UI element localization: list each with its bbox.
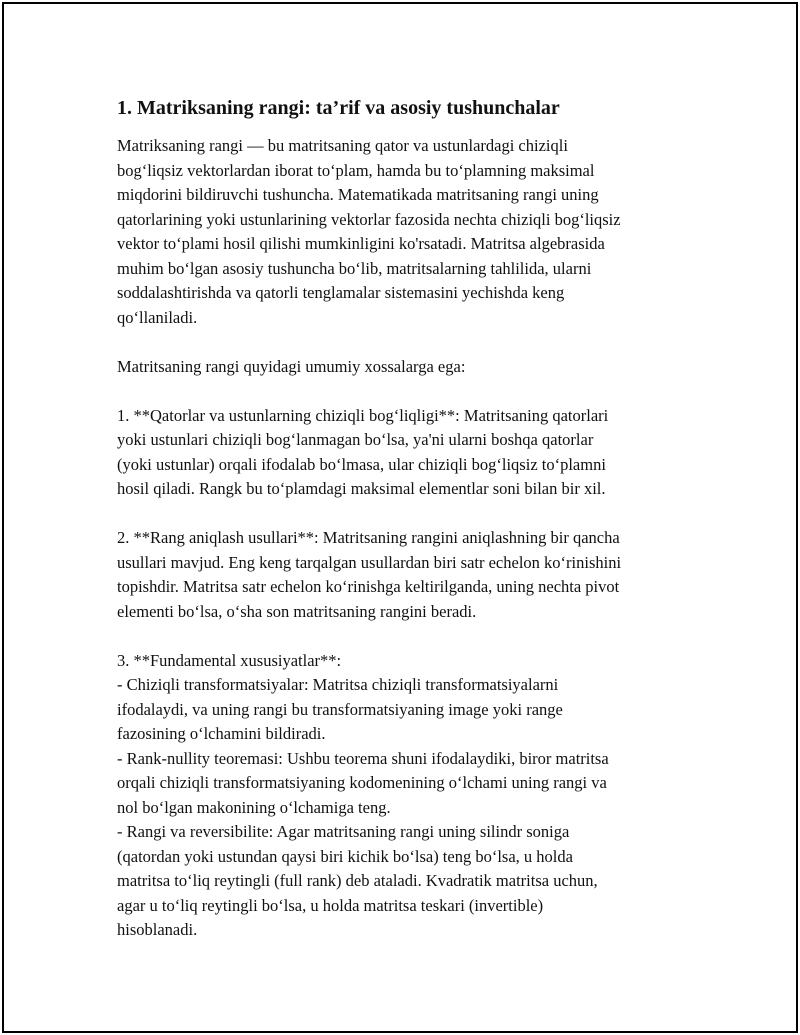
paragraph-spacer bbox=[117, 379, 697, 404]
property-3-paragraph: 3. **Fundamental xususiyatlar**: - Chiziqli transformatsiyalar: Matritsa chiziqli transformatsiyalarni ifodalaydi, va uning rangi bu transformatsiyaning image yoki range fazosining o‘lchamini bildiradi. - Rank-nullity teoremasi: Ushbu teorema shuni ifodalaydiki, biror matritsa orqali chiziqli transformatsiyaning kodomenining o‘lchami uning rangi va nol bo‘lgan makonining o‘lchamiga teng. - Rangi va reversibilite: Agar matritsaning rangi uning silindr soniga (qatordan yoki ustundan qaysi biri kichik bo‘lsa) teng bo‘lsa, u holda matritsa to‘liq reytingli (full rank) deb ataladi. Kvadratik matritsa uchun, agar u to‘liq reytingli bo‘lsa, u holda matritsa teskari (invertible) hisoblanadi. bbox=[117, 650, 609, 939]
paragraph-spacer bbox=[117, 624, 697, 649]
section-heading: 1. Matriksaning rangi: ta’rif va asosiy tushunchalar bbox=[117, 97, 560, 119]
properties-intro-paragraph: Matritsaning rangi quyidagi umumiy xossalarga ega: bbox=[117, 356, 466, 376]
paragraph-spacer bbox=[117, 330, 697, 355]
property-2-paragraph: 2. **Rang aniqlash usullari**: Matritsaning rangini aniqlashning bir qancha usullari mavjud. Eng keng tarqalgan usullardan biri satr echelon ko‘rinishini topishdir. Matritsa satr echelon ko‘rinishga keltirilganda, uning nechta pivot elementi bo‘lsa, o‘sha son matritsaning rangini beradi. bbox=[117, 528, 622, 621]
property-1-paragraph: 1. **Qatorlar va ustunlarning chiziqli bog‘liqligi**: Matritsaning qatorlari yoki ustunlari chiziqli bog‘lanmagan bo‘lsa, ya'ni ularni boshqa qatorlar (yoki ustunlar) orqali ifodalab bo‘lmasa, ular chiziqli bog‘liqsiz to‘plamni hosil qiladi. Rangk bu to‘plamdagi maksimal elementlar soni bilan bir xil. bbox=[117, 405, 609, 498]
paragraph-spacer bbox=[117, 502, 697, 527]
intro-paragraph: Matriksaning rangi — bu matritsaning qator va ustunlardagi chiziqli bog‘liqsiz vektorlardan iborat to‘plam, hamda bu to‘plamning maksimal miqdorini bildiruvchi tushuncha. Matematikada matritsaning rangi uning qatorlarining yoki ustunlarining vektorlar fazosida nechta chiziqli bog‘liqsiz vektor to‘plami hosil qilishi mumkinligini ko'rsatadi. Matritsa algebrasida muhim bo‘lgan asosiy tushuncha bo‘lib, matritsalarning tahlilida, ularni soddalashtirishda va qatorli tenglamalar sistemasini yechishda keng qo‘llaniladi. bbox=[117, 136, 621, 327]
document-body bbox=[117, 96, 697, 943]
